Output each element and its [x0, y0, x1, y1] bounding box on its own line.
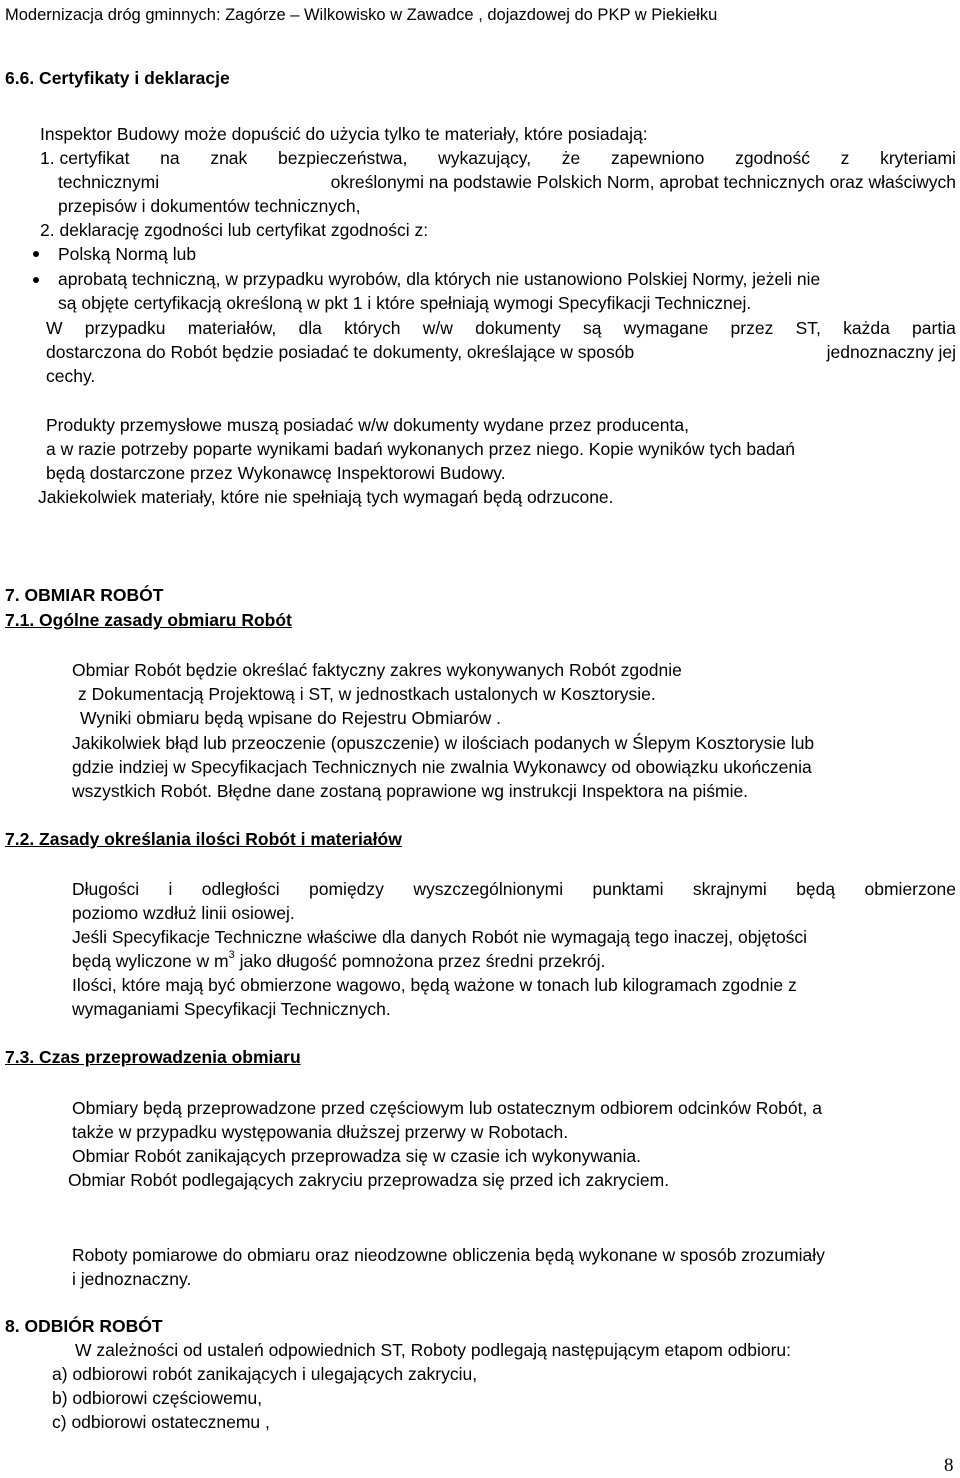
section-7-heading: 7. OBMIAR ROBÓT	[5, 585, 164, 605]
section-8-intro: W zależności od ustaleń odpowiednich ST, Roboty podlegają następującym etapom odbioru:	[75, 1340, 791, 1360]
para-2-line-3: będą dostarczone przez Wykonawcę Inspektorowi Budowy.	[46, 463, 506, 483]
bullet-2-line-1: aprobatą techniczną, w przypadku wyrobów, dla których nie ustanowiono Polskiej Normy, jeżeli nie	[58, 269, 821, 289]
para-2-line-1: Produkty przemysłowe muszą posiadać w/w dokumenty wydane przez producenta,	[46, 415, 689, 435]
s72-line-4: będą wyliczone w $m^3$ jako długość pomnożona przez średni przekrój.	[72, 949, 606, 971]
s73-line-6: i jednoznaczny.	[72, 1269, 192, 1289]
s72-line-5: Ilości, które mają być obmierzone wagowo, będą ważone w tonach lub kilogramach zgodnie z	[72, 975, 797, 995]
s73-line-3: Obmiar Robót zanikających przeprowadza się w czasie ich wykonywania.	[72, 1146, 641, 1166]
s71-line-1: Obmiar Robót będzie określać faktyczny zakres wykonywanych Robót zgodnie	[72, 660, 682, 680]
s73-line-5: Roboty pomiarowe do obmiaru oraz nieodzowne obliczenia będą wykonane w sposób zrozumiały	[72, 1245, 825, 1265]
bullet-dot	[33, 277, 39, 283]
s73-line-1: Obmiary będą przeprowadzone przed częściowym lub ostatecznym odbiorem odcinków Robót, a	[72, 1098, 822, 1118]
s71-line-6: wszystkich Robót. Błędne dane zostaną poprawione wg instrukcji Inspektora na piśmie.	[72, 781, 749, 801]
page-number: 8	[944, 1455, 954, 1476]
s72-line-3: Jeśli Specyfikacje Techniczne właściwe dla danych Robót nie wymagają tego inaczej, objętości	[72, 927, 808, 947]
item-1-line-1: 1. certyfikat na znak bezpieczeństwa, wykazujący, że zapewniono zgodność z kryteriami	[40, 148, 956, 168]
section-7-1-heading: 7.1. Ogólne zasady obmiaru Robót	[5, 610, 292, 630]
s72-line-6: wymaganiami Specyfikacji Technicznych.	[72, 999, 391, 1019]
s71-line-4: Jakikolwiek błąd lub przeoczenie (opuszczenie) w ilościach podanych w Ślepym Kosztorysie lub	[72, 733, 815, 753]
section-6-6-heading: 6.6. Certyfikaty i deklaracje	[5, 68, 230, 88]
item-2: 2. deklarację zgodności lub certyfikat zgodności z:	[40, 220, 429, 240]
page-header: Modernizacja dróg gminnych: Zagórze – Wilkowisko w Zawadce , dojazdowej do PKP w Piekiełku	[5, 6, 718, 24]
section-7-2-heading: 7.2. Zasady określania ilości Robót i materiałów	[5, 829, 402, 849]
section-8-item-a: a) odbiorowi robót zanikających i ulegających zakryciu,	[52, 1364, 478, 1384]
section-8-item-c: c) odbiorowi ostatecznemu ,	[52, 1412, 270, 1432]
s72-line-2: poziomo wzdłuż linii osiowej.	[72, 903, 295, 923]
s71-line-3: Wyniki obmiaru będą wpisane do Rejestru Obmiarów .	[80, 708, 501, 728]
para-1-line-1: W przypadku materiałów, dla których w/w dokumenty są wymagane przez ST, każda partia	[46, 318, 956, 338]
para-2-line-2: a w razie potrzeby poparte wynikami badań wykonanych przez niego. Kopie wyników tych badań	[46, 439, 796, 459]
para-1-line-2: dostarczona do Robót będzie posiadać te dokumenty, określające w sposób jednoznaczny jej	[46, 342, 956, 362]
intro-text: Inspektor Budowy może dopuścić do użycia tylko te materiały, które posiadają:	[40, 124, 648, 144]
s72-line-1: Długości i odległości pomiędzy wyszczególnionymi punktami skrajnymi będą obmierzone	[72, 879, 956, 899]
bullet-1: Polską Normą lub	[58, 244, 197, 264]
s71-line-2: z Dokumentacją Projektową i ST, w jednostkach ustalonych w Kosztorysie.	[78, 684, 656, 704]
item-1-line-2: technicznymi określonymi na podstawie Polskich Norm, aprobat technicznych oraz właściwych	[58, 172, 956, 192]
bullet-2-line-2: są objęte certyfikacją określoną w pkt 1 i które spełniają wymogi Specyfikacji Technicznej.	[58, 293, 752, 313]
section-7-3-heading: 7.3. Czas przeprowadzenia obmiaru	[5, 1047, 301, 1067]
para-1-line-3: cechy.	[46, 366, 96, 386]
item-1-line-3: przepisów i dokumentów technicznych,	[58, 196, 361, 216]
s73-line-2: także w przypadku występowania dłuższej przerwy w Robotach.	[72, 1122, 569, 1142]
para-3: Jakiekolwiek materiały, które nie spełniają tych wymagań będą odrzucone.	[38, 487, 614, 507]
s73-line-4: Obmiar Robót podlegających zakryciu przeprowadza się przed ich zakryciem.	[68, 1170, 670, 1190]
bullet-dot	[33, 251, 39, 257]
s71-line-5: gdzie indziej w Specyfikacjach Technicznych nie zwalnia Wykonawcy od obowiązku ukończenia	[72, 757, 812, 777]
section-8-item-b: b) odbiorowi częściowemu,	[52, 1388, 263, 1408]
section-8-heading: 8. ODBIÓR ROBÓT	[5, 1316, 163, 1336]
